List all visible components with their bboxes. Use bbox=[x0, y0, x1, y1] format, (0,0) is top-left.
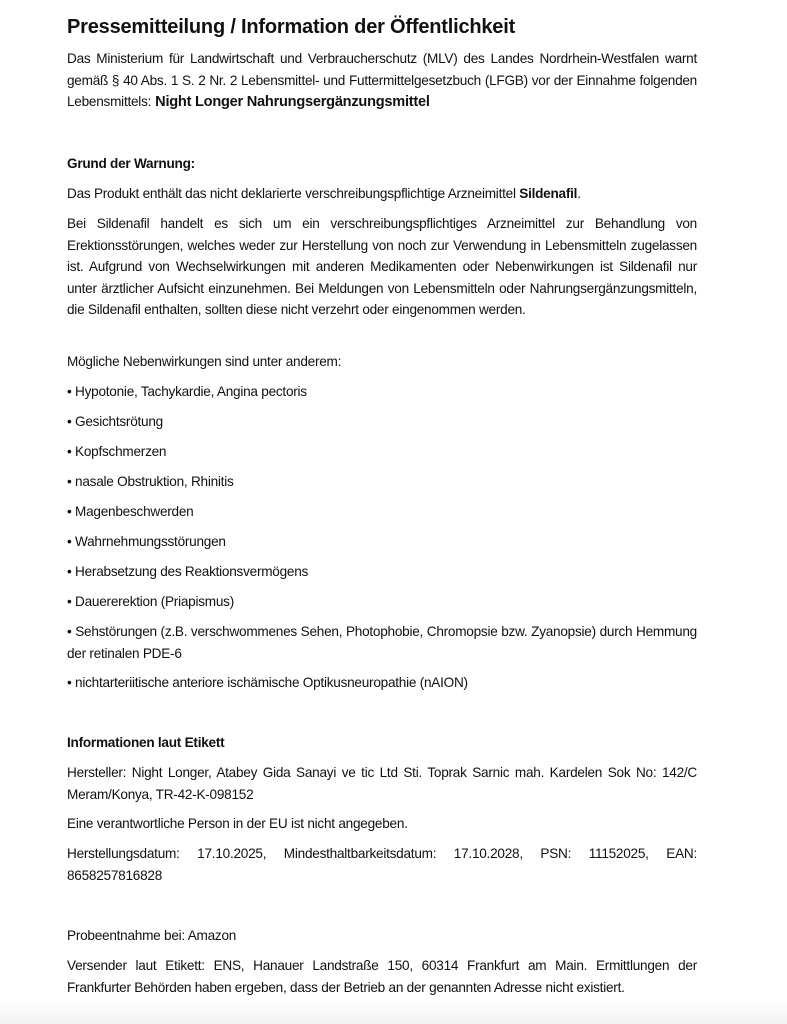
product-name: Night Longer Nahrungsergänzungsmittel bbox=[155, 94, 430, 110]
intro-text: Das Ministerium für Landwirtschaft und Verbraucherschutz (MLV) des Landes Nordrhein-Westfalen warnt gemäß § 40 Abs. 1 S. 2 Nr. 2 Lebensmittel- und Futtermittelgesetzbuch (LFGB) vor der Einnahme folgenden Lebensmittels: bbox=[67, 51, 697, 109]
dates-text: Herstellungsdatum: 17.10.2025, Mindesthaltbarkeitsdatum: 17.10.2028, PSN: 11152025, EAN: 8658257816828 bbox=[67, 846, 697, 883]
side-effect-item: • Dauererektion (Priapismus) bbox=[67, 591, 697, 613]
sildenafil-explanation: Bei Sildenafil handelt es sich um ein verschreibungspflichtiges Arzneimittel zur Behandlung von Erektionsstörungen, welches weder zur Herstellung von noch zur Verwendung in Lebensmitteln zugelassen ist. Aufgrund von Wechselwirkungen mit anderen Medikamenten oder Nebenwirkungen ist Sildenafil nur unter ärztlicher Aufsicht einzunehmen. Bei Meldungen von Lebensmitteln oder Nahrungsergänzungsmitteln, die Sildenafil enthalten, sollten diese nicht verzehrt oder eingenommen werden. bbox=[67, 216, 697, 317]
eu-person-text: Eine verantwortliche Person in der EU ist nicht angegeben. bbox=[67, 816, 408, 831]
warning-substance: Sildenafil bbox=[519, 186, 578, 201]
shipper-text: Versender laut Etikett: ENS, Hanauer Landstraße 150, 60314 Frankfurt am Main. Ermittlungen der Frankfurter Behörden haben ergeben, dass der Betrieb an der genannten Adresse nicht existiert. bbox=[67, 958, 697, 995]
bottom-fade bbox=[0, 998, 787, 1024]
intro-paragraph bbox=[67, 48, 697, 114]
side-effect-item: • Magenbeschwerden bbox=[67, 501, 697, 523]
warning-heading: Grund der Warnung: bbox=[67, 156, 195, 171]
side-effect-item: • Hypotonie, Tachykardie, Angina pectoris bbox=[67, 381, 697, 403]
warning-text-prefix: Das Produkt enthält das nicht deklarierte verschreibungspflichtige Arzneimittel bbox=[67, 186, 520, 201]
side-effect-item: • Gesichtsrötung bbox=[67, 411, 697, 433]
warning-paragraph bbox=[67, 183, 697, 205]
side-effect-item: • nasale Obstruktion, Rhinitis bbox=[67, 471, 697, 493]
label-info-heading: Informationen laut Etikett bbox=[67, 735, 225, 750]
side-effect-item: • Sehstörungen (z.B. verschwommenes Sehen, Photophobie, Chromopsie bzw. Zyanopsie) durch Hemmung der retinalen PDE-6 bbox=[67, 621, 697, 664]
side-effect-item: • Herabsetzung des Reaktionsvermögens bbox=[67, 561, 697, 583]
manufacturer-text: Hersteller: Night Longer, Atabey Gida Sanayi ve tic Ltd Sti. Toprak Sarnic mah. Kardelen Sok No: 142/C Meram/Konya, TR-42-K-098152 bbox=[67, 765, 697, 802]
side-effect-item: • Kopfschmerzen bbox=[67, 441, 697, 463]
sampling-text: Probeentnahme bei: Amazon bbox=[67, 928, 237, 943]
warning-text-suffix: . bbox=[577, 186, 581, 201]
side-effects-intro: Mögliche Nebenwirkungen sind unter anderem: bbox=[67, 354, 342, 369]
side-effect-item: • Wahrnehmungsstörungen bbox=[67, 531, 697, 553]
side-effect-item: • nichtarteriitische anteriore ischämische Optikusneuropathie (nAION) bbox=[67, 672, 697, 694]
page-title: Pressemitteilung / Information der Öffentlichkeit bbox=[67, 16, 516, 38]
